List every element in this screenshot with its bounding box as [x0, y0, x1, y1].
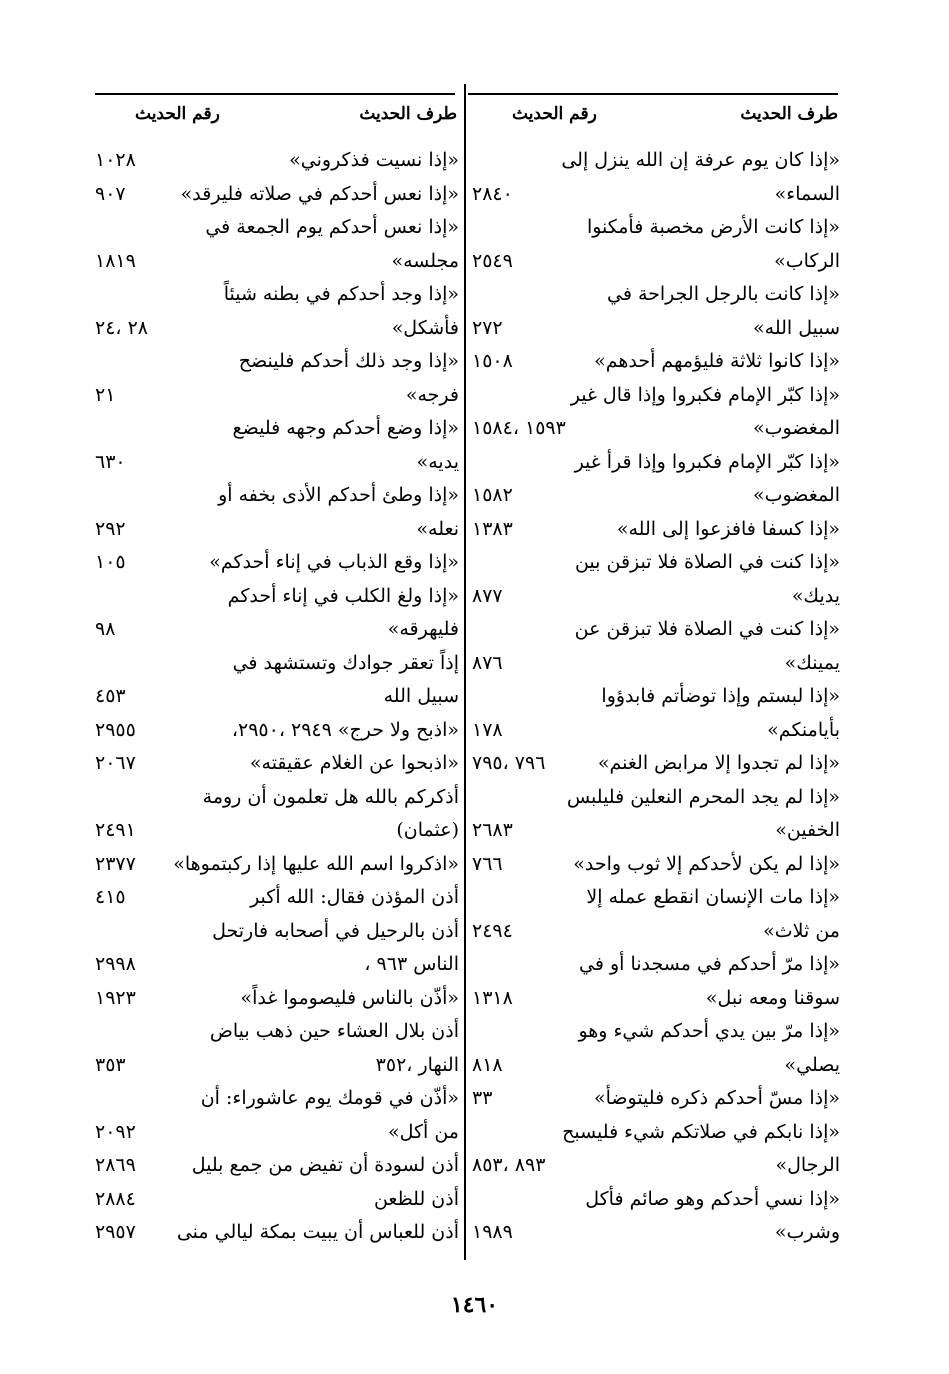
index-entry-row: [472, 178, 840, 212]
hadith-number: ٧٩٦ ،٧٩٥: [472, 752, 546, 774]
hadith-text: يديه»: [416, 450, 459, 473]
hadith-number: ٩٨: [95, 618, 116, 640]
index-entry-row: [472, 680, 840, 714]
hadith-number: ٢٨ ،٢٤: [95, 316, 149, 339]
hadith-number: ٨١٨: [472, 1053, 503, 1076]
hadith-text: «إذا نعس أحدكم يوم الجمعة في: [205, 216, 459, 238]
hadith-text: «إذا كانت الأرض مخصبة فأمكنوا: [586, 216, 840, 238]
hadith-number: ٨٧٧: [472, 584, 503, 607]
index-entry-row: [472, 613, 840, 647]
index-entry-row: [472, 1216, 840, 1250]
hadith-text: «إذا كبّر الإمام فكبروا وإذا قرأ غير: [574, 450, 840, 473]
hadith-text: الخفين»: [775, 819, 840, 841]
index-entry-row: [472, 647, 840, 681]
hadith-number: ٢٥٤٩: [472, 249, 513, 272]
hadith-number: ٣٣: [472, 1087, 493, 1109]
hadith-number: ٨٧٦: [472, 651, 503, 674]
hadith-number: ٨٩٣ ،٨٥٣: [472, 1154, 546, 1176]
hadith-text: «إذا نسيت فذكروني»: [289, 149, 459, 171]
left-column: [95, 98, 459, 1250]
index-entry-row: [472, 580, 840, 614]
index-entry-row: [472, 1049, 840, 1083]
index-entry-row: [95, 580, 459, 614]
hadith-text: «إذا لم يكن لأحدكم إلا ثوب واحد»: [573, 852, 840, 875]
hadith-text: «إذا ولغ الكلب في إناء أحدكم: [227, 584, 459, 607]
hadith-number: ٤٥٣: [95, 685, 126, 707]
hadith-text: أذن بلال العشاء حين ذهب بياض: [209, 1020, 459, 1042]
index-entry-row: [472, 1183, 840, 1217]
hadith-number: ٦٣٠: [95, 450, 126, 473]
hadith-text: الرجال»: [775, 1154, 840, 1176]
hadith-number: ١٠٢٨: [95, 149, 136, 171]
index-entry-row: [95, 1216, 459, 1250]
index-entry-row: [95, 948, 459, 982]
hadith-number: ٩٠٧: [95, 182, 126, 205]
hadith-text: يديك»: [791, 584, 840, 607]
index-entry-row: [95, 211, 459, 245]
hadith-number: ١٣١٨: [472, 986, 513, 1009]
index-entry-row: [472, 781, 840, 815]
index-entry-row: [95, 915, 459, 949]
index-entry-row: [95, 245, 459, 279]
index-entry-row: [472, 446, 840, 480]
hadith-text: (عثمان): [396, 819, 459, 841]
index-entry-row: [95, 747, 459, 781]
hadith-text: «إذا كنت في الصلاة فلا تبزقن عن: [574, 618, 840, 640]
hadith-text: من ثلاث»: [763, 919, 840, 942]
index-entry-row: [472, 1082, 840, 1116]
hadith-text: «اذبح ولا حرج» ٢٩٤٩ ،٢٩٥٠،: [231, 718, 459, 741]
index-entry-row: [95, 1082, 459, 1116]
index-entry-row: [472, 881, 840, 915]
index-entry-row: [472, 144, 840, 178]
right-entries: [472, 144, 840, 1250]
hadith-text: أذن للظعن: [373, 1187, 459, 1210]
hadith-text: «إذا نسي أحدكم وهو صائم فأكل: [585, 1187, 840, 1210]
hadith-text: «إذا كنت في الصلاة فلا تبزقن بين: [574, 551, 840, 573]
hadith-number: ١٥٩٣ ،١٥٨٤: [472, 417, 566, 439]
index-entry-row: [472, 379, 840, 413]
hadith-text: الناس ٩٦٣ ،: [364, 953, 459, 975]
hadith-number: ٧٦٦: [472, 852, 503, 875]
hadith-number: ١٣٨٣: [472, 517, 513, 540]
hadith-number: ١٧٨: [472, 718, 503, 741]
hadith-text: يصلي»: [784, 1053, 840, 1076]
index-entry-row: [472, 245, 840, 279]
hadith-text: «إذا وجد أحدكم في بطنه شيئاً: [223, 283, 459, 305]
hadith-text: «إذا لم تجدوا إلا مرابض الغنم»: [597, 752, 840, 774]
hadith-number: ١٨١٩: [95, 249, 136, 272]
index-entry-row: [95, 781, 459, 815]
hadith-number-heading: رقم الحديث: [135, 104, 220, 124]
hadith-text: بأيامنكم»: [767, 718, 840, 741]
index-entry-row: [95, 278, 459, 312]
index-entry-row: [472, 982, 840, 1016]
page-number: ١٤٦٠: [450, 1292, 499, 1318]
hadith-text: «إذا لبستم وإذا توضأتم فابدؤوا: [601, 685, 840, 707]
index-entry-row: [472, 814, 840, 848]
hadith-number: ٢٤٩١: [95, 819, 136, 841]
hadith-text: «أذّن في قومك يوم عاشوراء: أن: [200, 1087, 459, 1109]
hadith-number: ٢١: [95, 383, 116, 406]
index-entry-row: [95, 1183, 459, 1217]
hadith-text: «إذا كانت بالرجل الجراحة في: [606, 283, 840, 305]
hadith-text: فليهرقه»: [387, 618, 459, 640]
hadith-number: ٢٨٦٩: [95, 1154, 136, 1176]
right-column: [472, 98, 840, 1250]
index-entry-row: [472, 1015, 840, 1049]
index-entry-row: [472, 479, 840, 513]
hadith-text: السماء»: [774, 182, 840, 205]
hadith-text: سوقنا ومعه نبل»: [705, 986, 840, 1009]
hadith-text: المغضوب»: [752, 484, 840, 506]
hadith-text: أذكركم بالله هل تعلمون أن رومة: [202, 785, 459, 808]
index-entry-row: [95, 144, 459, 178]
hadith-text: «إذا كسفا فافزعوا إلى الله»: [616, 517, 840, 540]
hadith-text: «إذا كبّر الإمام فكبروا وإذا قال غير: [570, 383, 840, 406]
index-entry-row: [95, 982, 459, 1016]
index-entry-row: [95, 345, 459, 379]
right-column-header: [472, 98, 840, 130]
hadith-number: ١٥٠٨: [472, 350, 513, 372]
hadith-number: ٢٨٨٤: [95, 1187, 136, 1210]
hadith-number: ١٩٢٣: [95, 986, 136, 1009]
hadith-text: أذن لسودة أن تفيض من جمع بليل: [191, 1154, 459, 1176]
hadith-number: ٢٣٧٧: [95, 852, 136, 875]
hadith-title-heading: طرف الحديث: [740, 104, 838, 124]
index-entry-row: [95, 379, 459, 413]
hadith-text: سبيل الله»: [753, 316, 840, 339]
index-entry-row: [472, 948, 840, 982]
hadith-text: من أكل»: [387, 1120, 459, 1143]
hadith-text: فرجه»: [405, 383, 459, 406]
hadith-text: يمينك»: [784, 651, 840, 674]
hadith-number: ٢٩٩٨: [95, 953, 136, 975]
index-entry-row: [95, 613, 459, 647]
index-entry-row: [472, 345, 840, 379]
index-entry-row: [472, 714, 840, 748]
hadith-number: ١٩٨٩: [472, 1221, 513, 1243]
hadith-text: النهار ،٣٥٢: [375, 1053, 459, 1076]
index-entry-row: [472, 312, 840, 346]
left-column-header: [95, 98, 459, 130]
index-entry-row: [95, 881, 459, 915]
index-entry-row: [472, 1116, 840, 1150]
hadith-text: أذن المؤذن فقال: الله أكبر: [250, 886, 459, 908]
hadith-number: ١٠٥: [95, 551, 126, 573]
index-entry-row: [95, 412, 459, 446]
hadith-text: مجلسه»: [391, 249, 459, 272]
hadith-number: ٤١٥: [95, 886, 126, 908]
index-entry-row: [95, 479, 459, 513]
hadith-text: المغضوب»: [752, 417, 840, 439]
index-entry-row: [95, 446, 459, 480]
hadith-text: «إذا مسّ أحدكم ذكره فليتوضأ»: [593, 1087, 840, 1109]
index-entry-row: [472, 915, 840, 949]
hadith-text: «إذا نعس أحدكم في صلاته فليرقد»: [180, 182, 459, 205]
index-entry-row: [472, 211, 840, 245]
index-entry-row: [95, 1116, 459, 1150]
hadith-text: أذن للعباس أن يبيت بمكة ليالي منى: [176, 1221, 459, 1243]
index-entry-row: [472, 848, 840, 882]
hadith-number: ٢٩٥٥: [95, 718, 136, 741]
left-entries: [95, 144, 459, 1250]
hadith-text: «إذا وضع أحدكم وجهه فليضع: [232, 417, 459, 439]
header-rule-left: [95, 93, 455, 95]
index-entry-row: [472, 1149, 840, 1183]
index-entry-row: [95, 714, 459, 748]
index-entry-row: [472, 513, 840, 547]
hadith-text: «إذا وطئ أحدكم الأذى بخفه أو: [218, 484, 459, 506]
hadith-text: «اذبحوا عن الغلام عقيقته»: [249, 752, 459, 774]
hadith-text: «إذا لم يجد المحرم النعلين فليلبس: [566, 785, 840, 808]
hadith-number: ٢٠٦٧: [95, 752, 136, 774]
hadith-text: وشرب»: [774, 1221, 840, 1243]
index-entry-row: [472, 546, 840, 580]
hadith-text: إذاً تعقر جوادك وتستشهد في: [232, 651, 459, 674]
hadith-text: «إذا كانوا ثلاثة فليؤمهم أحدهم»: [594, 350, 840, 372]
index-entry-row: [472, 412, 840, 446]
hadith-number: ٢٩٢: [95, 517, 126, 540]
hadith-text: فأشكل»: [391, 316, 459, 339]
hadith-title-heading: طرف الحديث: [359, 104, 457, 124]
index-entry-row: [472, 278, 840, 312]
hadith-text: أذن بالرحيل في أصحابه فارتحل: [212, 919, 459, 942]
hadith-number: ٢٠٩٢: [95, 1120, 136, 1143]
hadith-text: «إذا وجد ذلك أحدكم فلينضح: [238, 350, 459, 372]
hadith-number: ٢٦٨٣: [472, 819, 513, 841]
hadith-text: «إذا كان يوم عرفة إن الله ينزل إلى: [561, 149, 840, 171]
index-entry-row: [95, 513, 459, 547]
hadith-number: ٢٨٤٠: [472, 182, 513, 205]
hadith-text: الركاب»: [774, 249, 840, 272]
index-entry-row: [95, 814, 459, 848]
index-entry-row: [95, 647, 459, 681]
hadith-text: «اذكروا اسم الله عليها إذا ركبتموها»: [173, 852, 459, 875]
hadith-number: ١٥٨٢: [472, 484, 513, 506]
hadith-text: «إذا مرّ أحدكم في مسجدنا أو في: [579, 953, 840, 975]
hadith-text: «إذا مات الإنسان انقطع عمله إلا: [586, 886, 840, 908]
hadith-text: سبيل الله: [383, 685, 459, 707]
index-entry-row: [95, 546, 459, 580]
hadith-text: «أذّن بالناس فليصوموا غداً»: [240, 986, 459, 1009]
hadith-number-heading: رقم الحديث: [512, 104, 597, 124]
index-entry-row: [95, 680, 459, 714]
hadith-text: «إذا وقع الذباب في إناء أحدكم»: [209, 551, 459, 573]
index-entry-row: [95, 848, 459, 882]
hadith-number: ٢٩٥٧: [95, 1221, 136, 1243]
hadith-text: نعله»: [416, 517, 459, 540]
index-entry-row: [95, 312, 459, 346]
column-divider: [464, 84, 466, 1260]
index-entry-row: [95, 178, 459, 212]
hadith-number: ٣٥٣: [95, 1053, 126, 1076]
hadith-text: «إذا نابكم في صلاتكم شيء فليسبح: [562, 1120, 840, 1143]
hadith-text: «إذا مرّ بين يدي أحدكم شيء وهو: [578, 1020, 840, 1042]
index-entry-row: [95, 1049, 459, 1083]
index-entry-row: [95, 1149, 459, 1183]
hadith-number: ٢٧٢: [472, 316, 503, 339]
header-rule-right: [468, 93, 838, 95]
hadith-number: ٢٤٩٤: [472, 919, 513, 942]
index-entry-row: [95, 1015, 459, 1049]
index-entry-row: [472, 747, 840, 781]
